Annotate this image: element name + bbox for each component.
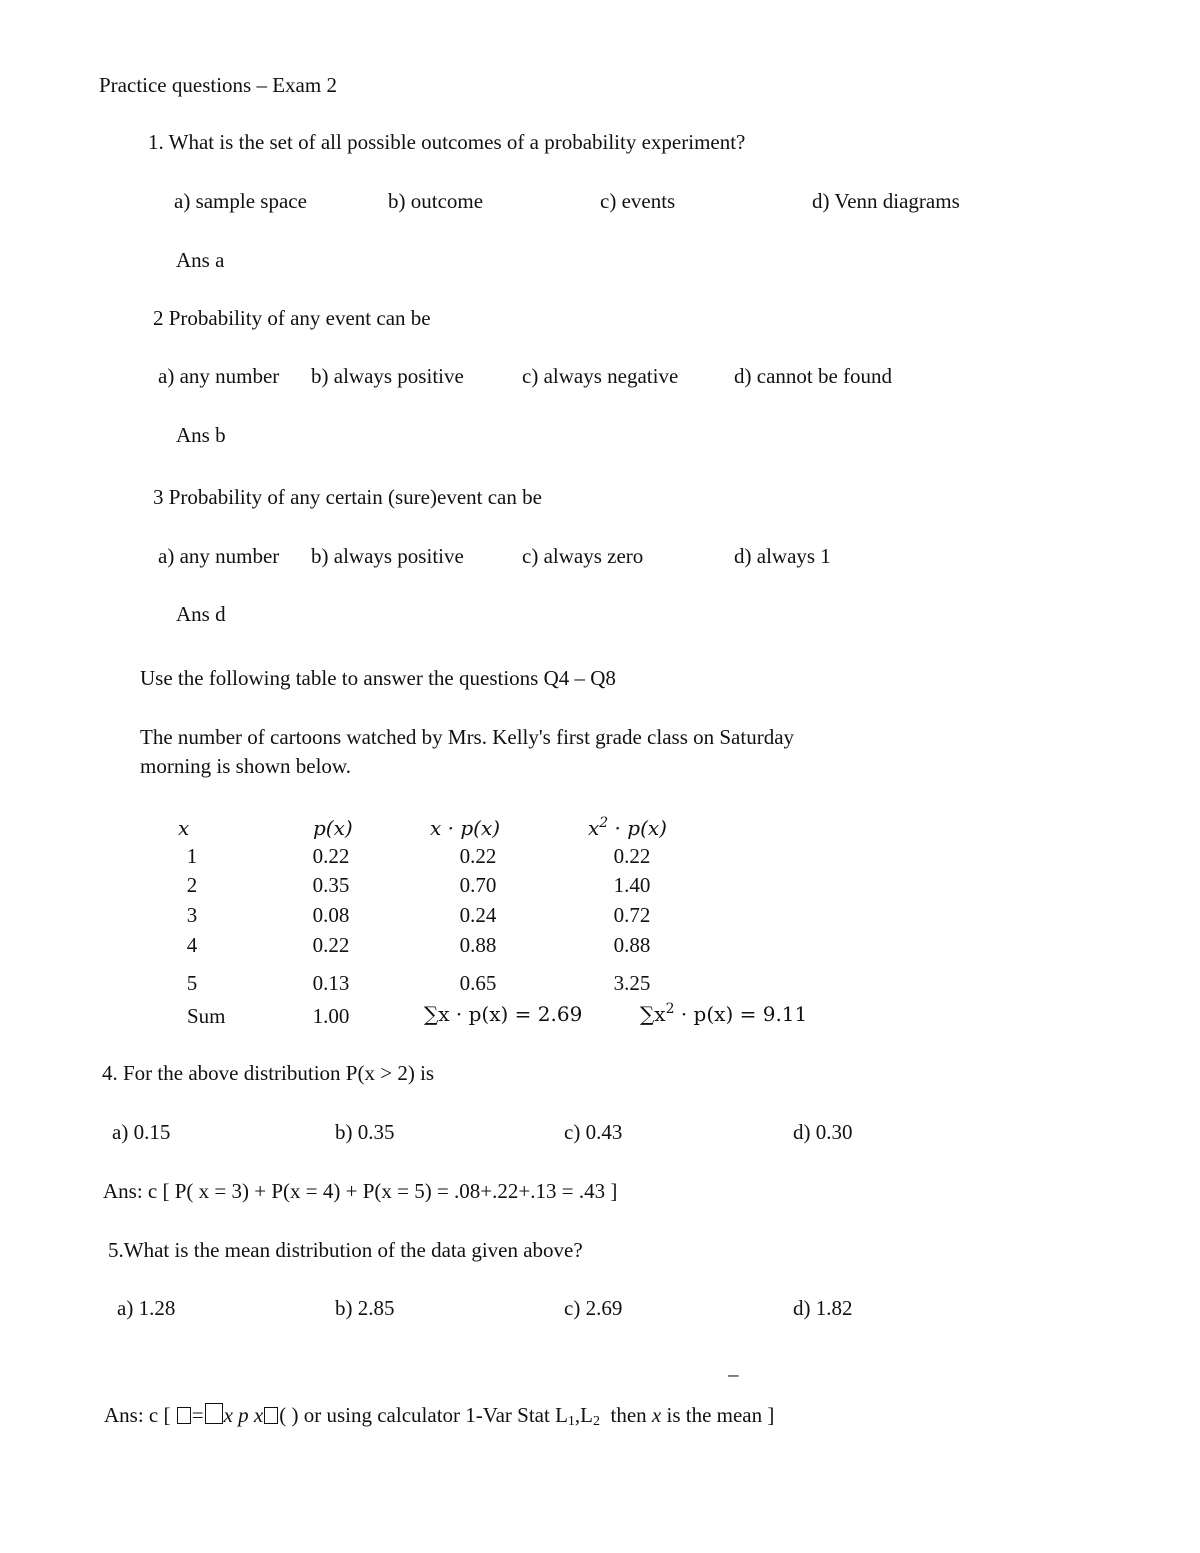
table-row-4-xpx: 0.88 [459,933,497,957]
q5-option-c: c) 2.69 [564,1296,623,1320]
table-row-4-x2px: 0.88 [613,933,651,957]
table-row-3-x: 3 [186,903,198,927]
table-row-4-x: 4 [186,933,198,957]
table-row-2-xpx: 0.70 [459,873,497,897]
header-xpx: x · p(x) [430,816,501,840]
q3-option-d: d) always 1 [734,544,831,568]
table-description-line-2: morning is shown below. [140,754,351,778]
table-row-2-x2px: 1.40 [613,873,651,897]
question-1-text: 1. What is the set of all possible outcomes of a probability experiment? [148,130,746,154]
q4-option-c: c) 0.43 [564,1120,623,1144]
table-row-1-x2px: 0.22 [613,844,651,868]
q2-option-d: d) cannot be found [734,364,893,388]
page-title: Practice questions – Exam 2 [99,73,337,97]
q4-option-b: b) 0.35 [335,1120,395,1144]
q4-answer: Ans: c [ P( x = 3) + P(x = 4) + P(x = 5) = .08+.22+.13 = .43 ] [103,1179,618,1203]
missing-glyph-box [264,1407,278,1424]
table-sum-xpx: ∑x · p(x) = 2.69 [424,1002,583,1026]
table-row-1-px: 0.22 [312,844,350,868]
table-row-2-px: 0.35 [312,873,350,897]
q5-option-a: a) 1.28 [117,1296,176,1320]
table-sum-p: 1.00 [312,1004,350,1028]
table-intro: Use the following table to answer the questions Q4 – Q8 [140,666,616,690]
table-row-1-x: 1 [186,844,198,868]
q2-option-b: b) always positive [311,364,464,388]
table-sum-x2px: $\sum x^2 \cdot p(x) = 9.11$ [640,1001,808,1026]
q4-option-d: d) 0.30 [793,1120,853,1144]
q3-option-a: a) any number [158,544,280,568]
header-px: p(x) [313,816,353,840]
table-sum-label: Sum [187,1004,226,1028]
table-row-1-xpx: 0.22 [459,844,497,868]
table-row-4-px: 0.22 [312,933,350,957]
q4-option-a: a) 0.15 [112,1120,171,1144]
q2-answer: Ans b [176,423,226,447]
question-2-text: 2 Probability of any event can be [153,306,431,330]
table-row-3-x2px: 0.72 [613,903,651,927]
q1-option-c: c) events [600,189,676,213]
header-x: x [178,816,190,840]
header-x2px: $x^2 \cdot p(x)$ [588,815,667,840]
q2-option-a: a) any number [158,364,280,388]
q5-option-d: d) 1.82 [793,1296,853,1320]
q1-option-a: a) sample space [174,189,307,213]
q3-option-b: b) always positive [311,544,464,568]
q1-option-d: d) Venn diagrams [812,189,960,213]
xbar-overline: – [728,1362,739,1386]
question-5-text: 5.What is the mean distribution of the data given above? [108,1238,583,1262]
table-row-3-xpx: 0.24 [459,903,497,927]
table-description-line-1: The number of cartoons watched by Mrs. Kelly's first grade class on Saturday [140,725,795,749]
table-row-5-x: 5 [186,971,198,995]
missing-glyph-box [177,1407,191,1424]
q5-answer: Ans: c [ = x p x ( ) or using calculator 1-Var Stat $L_1,L_2$ then x is the mean ] [104,1403,775,1429]
q2-option-c: c) always negative [522,364,679,388]
question-4-text: 4. For the above distribution P(x > 2) is [102,1061,435,1085]
q5-option-b: b) 2.85 [335,1296,395,1320]
missing-glyph-box-large [205,1403,223,1424]
q3-option-c: c) always zero [522,544,644,568]
table-row-5-px: 0.13 [312,971,350,995]
q3-answer: Ans d [176,602,226,626]
q1-answer: Ans a [176,248,225,272]
q1-option-b: b) outcome [388,189,484,213]
question-3-text: 3 Probability of any certain (sure)event can be [153,485,542,509]
table-row-5-x2px: 3.25 [613,971,651,995]
table-row-3-px: 0.08 [312,903,350,927]
table-row-2-x: 2 [186,873,198,897]
table-row-5-xpx: 0.65 [459,971,497,995]
